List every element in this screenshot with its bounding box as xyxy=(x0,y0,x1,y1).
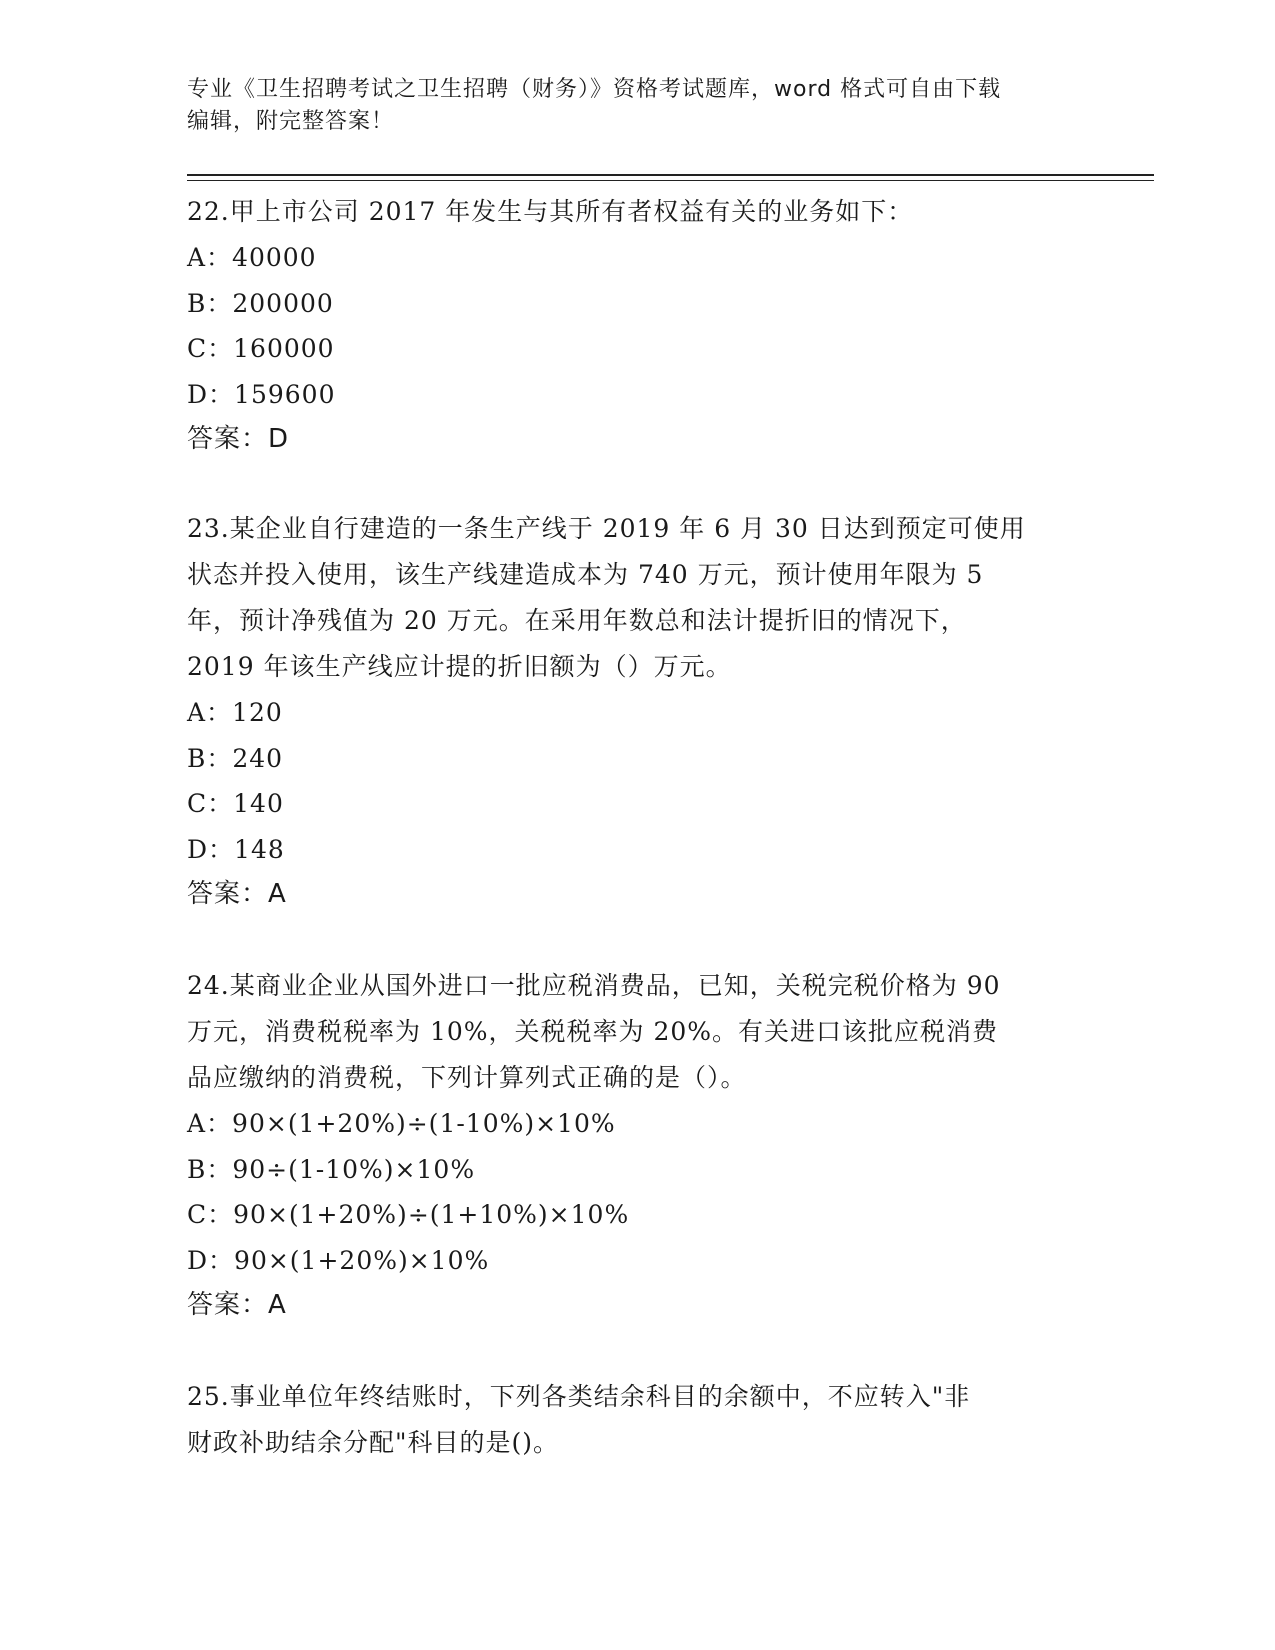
question-stem-line: 25.事业单位年终结账时，下列各类结余科目的余额中，不应转入"非 xyxy=(187,1382,971,1411)
question-stem-line: 2019 年该生产线应计提的折旧额为（）万元。 xyxy=(187,652,732,681)
option-c: C：140 xyxy=(187,789,284,818)
question-stem-line: 财政补助结余分配"科目的是()。 xyxy=(187,1428,560,1457)
option-d: D：159600 xyxy=(187,379,336,409)
header-line-2: 编辑，附完整答案！ xyxy=(187,109,395,134)
option-c: C：160000 xyxy=(187,334,335,363)
option-c: C：90×(1+20%)÷(1+10%)×10% xyxy=(187,1200,630,1229)
option-d: D：90×(1+20%)×10% xyxy=(187,1245,490,1275)
document-header xyxy=(187,74,1087,138)
option-b: B：240 xyxy=(187,743,284,773)
question-stem-line: 品应缴纳的消费税，下列计算列式正确的是（）。 xyxy=(187,1063,747,1092)
answer: 答案：A xyxy=(187,879,287,909)
header-divider-thick xyxy=(187,174,1154,176)
option-d: D：148 xyxy=(187,834,285,864)
question-stem-line: 万元，消费税税率为 10%，关税税率为 20%。有关进口该批应税消费 xyxy=(187,1017,999,1046)
header-line-1: 专业《卫生招聘考试之卫生招聘（财务）》资格考试题库，word 格式可自由下载 xyxy=(187,77,1002,102)
option-a: A：40000 xyxy=(187,243,317,272)
question-stem-line: 24.某商业企业从国外进口一批应税消费品，已知，关税完税价格为 90 xyxy=(187,971,1001,1000)
option-a: A：120 xyxy=(187,698,283,727)
answer: 答案：A xyxy=(187,1290,287,1320)
answer: 答案：D xyxy=(187,424,290,454)
question-stem-line: 年，预计净残值为 20 万元。在采用年数总和法计提折旧的情况下， xyxy=(187,606,967,635)
question-22 xyxy=(187,189,1087,462)
question-stem-line: 22.甲上市公司 2017 年发生与其所有者权益有关的业务如下： xyxy=(187,197,914,226)
header-divider-thin xyxy=(187,180,1154,181)
option-b: B：90÷(1-10%)×10% xyxy=(187,1154,476,1184)
option-b: B：200000 xyxy=(187,288,334,318)
question-stem-line: 状态并投入使用，该生产线建造成本为 740 万元，预计使用年限为 5 xyxy=(187,560,984,589)
question-stem-line: 23.某企业自行建造的一条生产线于 2019 年 6 月 30 日达到预定可使用 xyxy=(187,514,1026,543)
question-24 xyxy=(187,963,1087,1328)
question-23 xyxy=(187,506,1087,917)
question-25 xyxy=(187,1374,1087,1466)
option-a: A：90×(1+20%)÷(1-10%)×10% xyxy=(187,1109,616,1138)
